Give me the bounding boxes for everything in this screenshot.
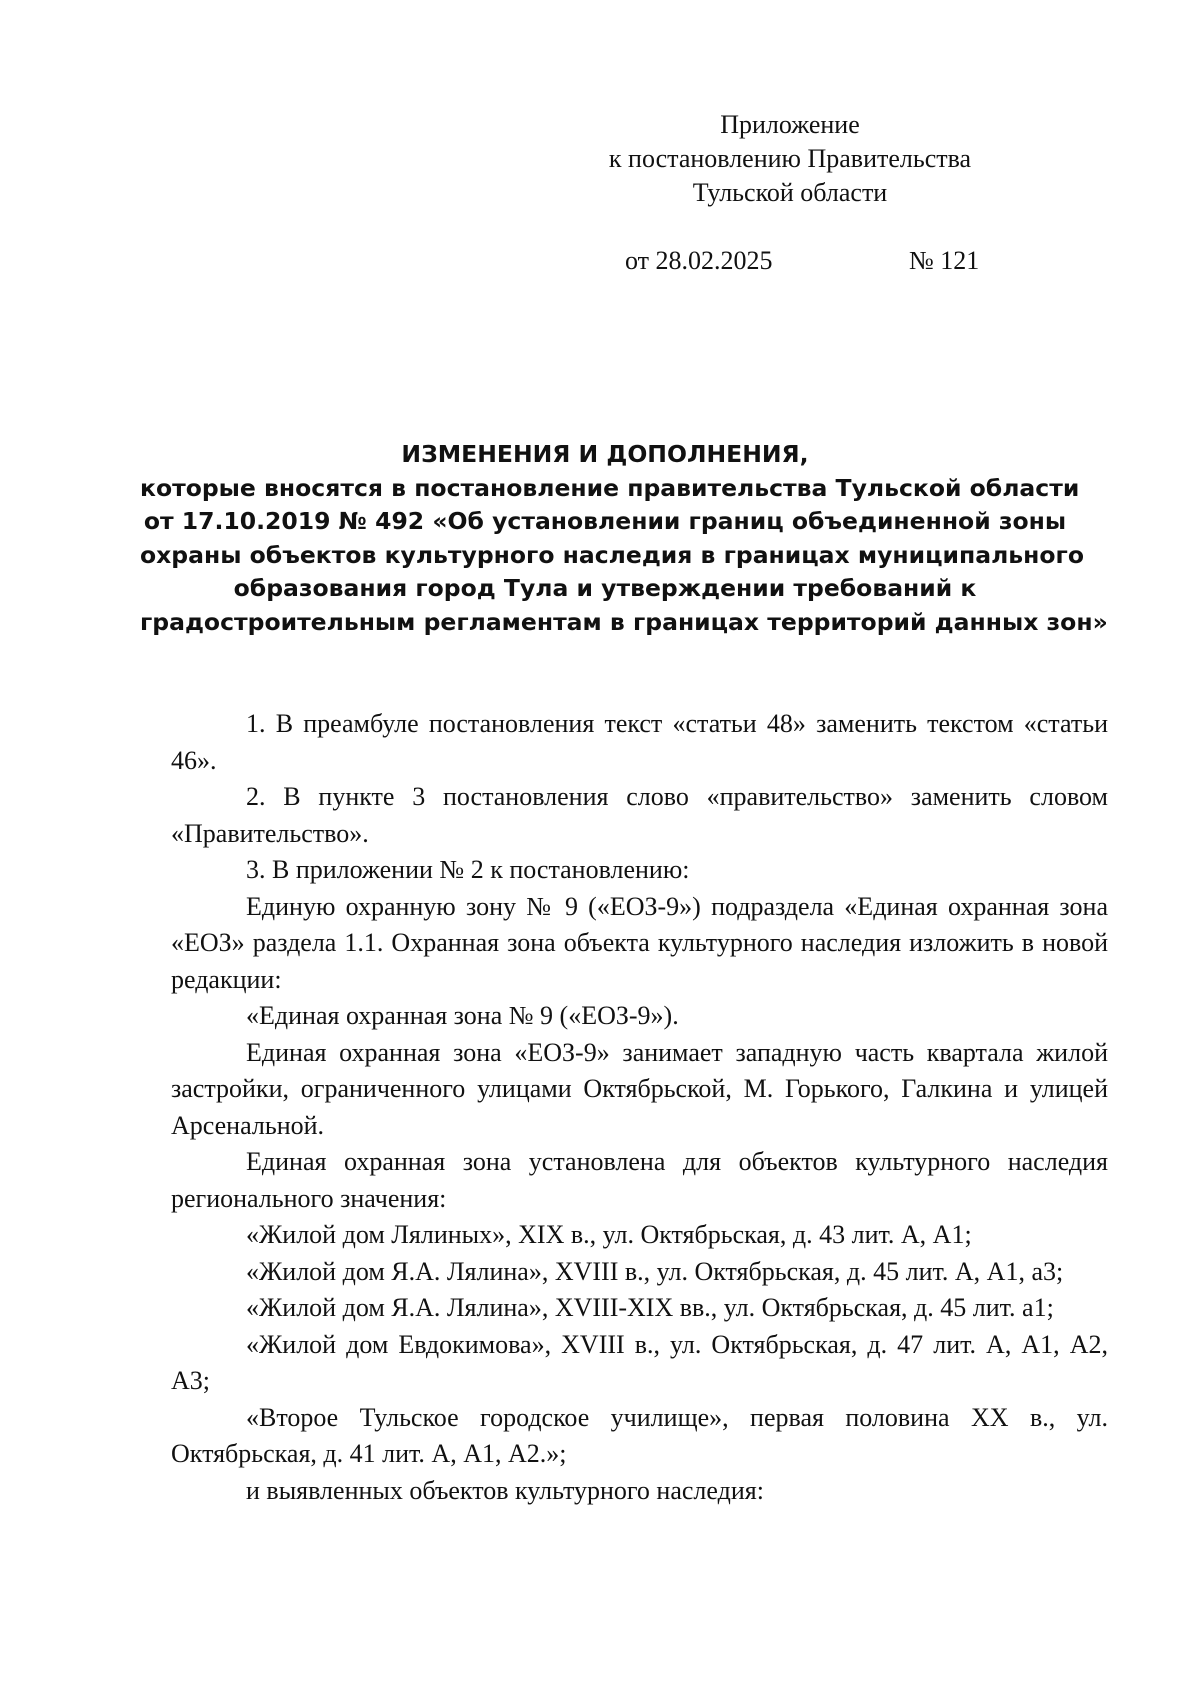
paragraph-zone-location: Единая охранная зона «ЕОЗ-9» занимает западную часть квартала жилой застройки, ограниченного улицами Октябрьской, М. Горького, Галкина и улицей Арсенальной. xyxy=(171,1037,1108,1140)
paragraph-zone-heading: «Единая охранная зона № 9 («ЕОЗ-9»). xyxy=(246,1001,679,1030)
paragraph-zone-intro: Единую охранную зону № 9 («ЕОЗ-9») подраздела «Единая охранная зона «ЕОЗ» раздела 1.1. Охранная зона объекта культурного наследия изложить в новой редакции: xyxy=(171,891,1108,994)
appendix-line: к постановлению Правительства xyxy=(608,144,972,173)
appendix-line: Приложение xyxy=(720,110,860,139)
paragraph-identified-objects: и выявленных объектов культурного наследия: xyxy=(246,1475,764,1505)
title-line: образования город Тула и утверждении требований к xyxy=(233,574,977,602)
resolution-number: № 121 xyxy=(909,246,980,275)
title-line: от 17.10.2019 № 492 «Об установлении границ объединенной зоны xyxy=(143,507,1067,535)
heritage-object-item: «Жилой дом Евдокимова», XVIII в., ул. Октябрьская, д. 47 лит. А, А1, А2, А3; xyxy=(171,1329,1108,1395)
title-line: охраны объектов культурного наследия в границах муниципального xyxy=(140,540,1084,569)
heritage-object-item: «Жилой дом Я.А. Лялина», XVIII в., ул. Октябрьская, д. 45 лит. А, А1, а3; xyxy=(246,1256,1064,1286)
title-line: градостроительным регламентам в границах территорий данных зон» xyxy=(140,607,1108,636)
paragraph-item-1: 1. В преамбуле постановления текст «статьи 48» заменить текстом «статьи 46». xyxy=(171,709,1108,775)
heritage-object-item: «Жилой дом Я.А. Лялина», XVIII-XIX вв., ул. Октябрьская, д. 45 лит. а1; xyxy=(246,1293,1054,1322)
appendix-header xyxy=(560,108,1020,210)
title-line: ИЗМЕНЕНИЯ И ДОПОЛНЕНИЯ, xyxy=(401,440,809,468)
resolution-date: от 28.02.2025 xyxy=(625,246,773,275)
paragraph-item-2: 2. В пункте 3 постановления слово «правительство» заменить словом «Правительство». xyxy=(171,782,1108,848)
paragraph-item-3: 3. В приложении № 2 к постановлению: xyxy=(246,855,690,884)
document-body xyxy=(171,706,1108,1509)
appendix-line: Тульской области xyxy=(692,178,888,207)
heritage-object-item: «Второе Тульское городское училище», первая половина XX в., ул. Октябрьская, д. 41 лит. А, А1, А2.»; xyxy=(171,1402,1108,1468)
document-title xyxy=(140,438,1108,639)
paragraph-regional-objects: Единая охранная зона установлена для объектов культурного наследия регионального значения: xyxy=(171,1147,1108,1213)
title-line: которые вносятся в постановление правительства Тульской области xyxy=(140,473,1080,502)
heritage-object-item: «Жилой дом Лялиных», XIX в., ул. Октябрьская, д. 43 лит. А, А1; xyxy=(246,1220,972,1249)
